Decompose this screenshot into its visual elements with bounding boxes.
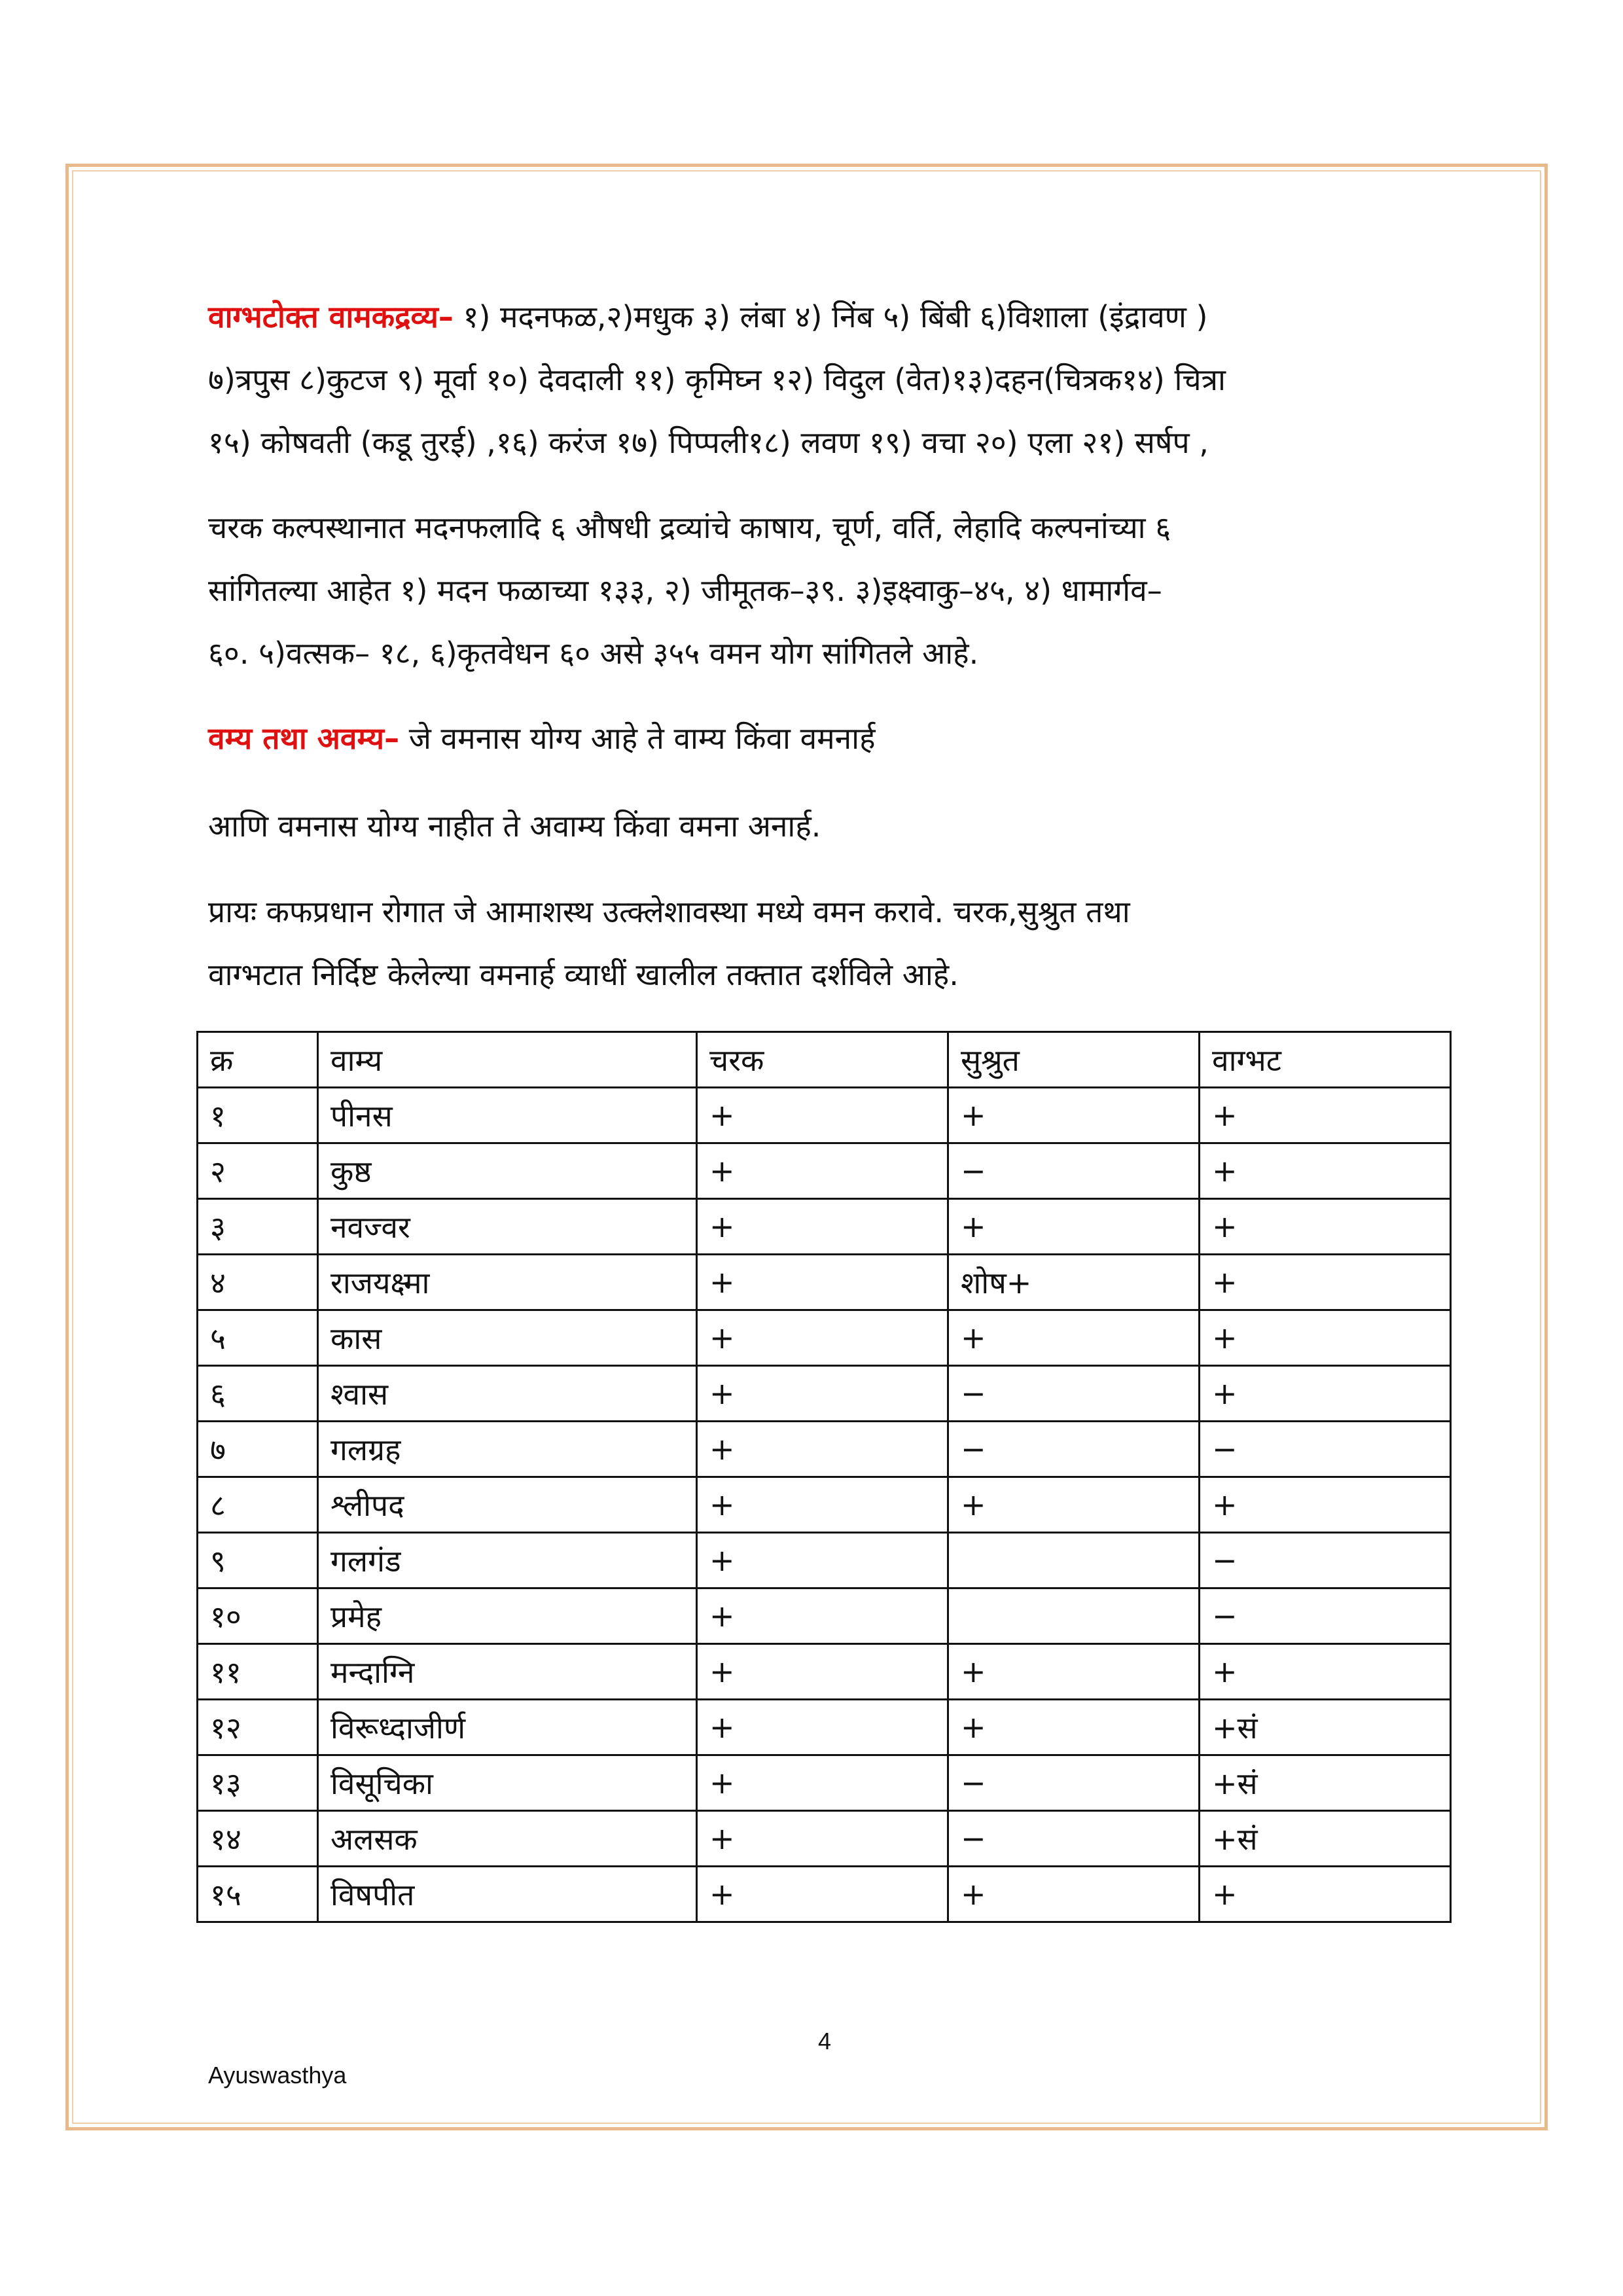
vamaka-dravya-paragraph: [208, 285, 1465, 474]
table-row: [198, 1199, 1451, 1255]
cell-serial: २: [198, 1143, 318, 1199]
cell-charaka: +: [697, 1422, 948, 1477]
cell-disease: विरूध्दाजीर्ण: [318, 1700, 697, 1755]
table-header-row: [198, 1032, 1451, 1088]
table-row: [198, 1867, 1451, 1922]
cell-sushruta: −: [948, 1755, 1200, 1811]
cell-vagbhata: −: [1200, 1422, 1451, 1477]
cell-sushruta: [948, 1588, 1200, 1644]
cell-charaka: +: [697, 1588, 948, 1644]
cell-charaka: +: [697, 1811, 948, 1867]
cell-vagbhata: −: [1200, 1588, 1451, 1644]
vamya-avamya-paragraph: [208, 707, 1465, 770]
paragraph-line: प्रायः कफप्रधान रोगात जे आमाशस्थ उत्क्लेशावस्था मध्ये वमन करावे. चरक,सुश्रुत तथा: [208, 894, 1130, 929]
cell-serial: ९: [198, 1533, 318, 1588]
cell-vagbhata: +: [1200, 1255, 1451, 1310]
table-row: [198, 1533, 1451, 1588]
cell-sushruta: +: [948, 1867, 1200, 1922]
cell-disease: गलगंड: [318, 1533, 697, 1588]
cell-vagbhata: +: [1200, 1366, 1451, 1422]
cell-serial: १: [198, 1088, 318, 1143]
paragraph-line: १५) कोषवती (कडू तुरई) ,१६) करंज १७) पिप्पली१८) लवण १९) वचा २०) एला २१) सर्षप ,: [208, 425, 1209, 460]
cell-sushruta: +: [948, 1310, 1200, 1366]
table-row: [198, 1088, 1451, 1143]
table-row: [198, 1755, 1451, 1811]
cell-sushruta: +: [948, 1199, 1200, 1255]
column-header-disease: वाम्य: [318, 1032, 697, 1088]
cell-sushruta: −: [948, 1811, 1200, 1867]
cell-charaka: +: [697, 1088, 948, 1143]
cell-charaka: +: [697, 1366, 948, 1422]
cell-charaka: +: [697, 1310, 948, 1366]
cell-disease: नवज्वर: [318, 1199, 697, 1255]
paragraph-line: चरक कल्पस्थानात मदनफलादि ६ औषधी द्रव्यांचे काषाय, चूर्ण, वर्ति, लेहादि कल्पनांच्या ६: [208, 510, 1171, 545]
cell-charaka: +: [697, 1867, 948, 1922]
cell-charaka: +: [697, 1644, 948, 1700]
cell-disease: श्लीपद: [318, 1477, 697, 1533]
paragraph-line: वाग्भटोक्त वामकद्रव्य– १) मदनफळ,२)मधुक ३) लंबा ४) निंब ५) बिंबी ६)विशाला (इंद्रावण ): [208, 299, 1208, 334]
table-row: [198, 1700, 1451, 1755]
cell-disease: विसूचिका: [318, 1755, 697, 1811]
cell-charaka: +: [697, 1755, 948, 1811]
cell-disease: कास: [318, 1310, 697, 1366]
section-heading: वम्य तथा अवम्य–: [208, 721, 400, 756]
cell-serial: ३: [198, 1199, 318, 1255]
cell-vagbhata: +: [1200, 1199, 1451, 1255]
charaka-kalpa-paragraph: [208, 496, 1465, 685]
cell-serial: १०: [198, 1588, 318, 1644]
cell-serial: ८: [198, 1477, 318, 1533]
table-row: [198, 1644, 1451, 1700]
cell-charaka: +: [697, 1199, 948, 1255]
paragraph-line: वम्य तथा अवम्य– जे वमनास योग्य आहे ते वाम्य किंवा वमनार्ह: [208, 721, 876, 756]
table-row: [198, 1255, 1451, 1310]
section-heading: वाग्भटोक्त वामकद्रव्य–: [208, 299, 454, 334]
cell-disease: श्वास: [318, 1366, 697, 1422]
vamanarha-table: [196, 1031, 1452, 1923]
cell-disease: मन्दाग्नि: [318, 1644, 697, 1700]
paragraph-line: सांगितल्या आहेत १) मदन फळाच्या १३३, २) जीमूतक–३९. ३)इक्ष्वाकु–४५, ४) धामार्गव–: [208, 573, 1162, 608]
cell-sushruta: +: [948, 1477, 1200, 1533]
cell-serial: १५: [198, 1867, 318, 1922]
table-row: [198, 1310, 1451, 1366]
cell-serial: ७: [198, 1422, 318, 1477]
footer-text: Ayuswasthya: [208, 2062, 347, 2089]
cell-vagbhata: +सं: [1200, 1700, 1451, 1755]
cell-disease: विषपीत: [318, 1867, 697, 1922]
cell-serial: १४: [198, 1811, 318, 1867]
cell-sushruta: +: [948, 1700, 1200, 1755]
cell-vagbhata: +: [1200, 1867, 1451, 1922]
cell-disease: राजयक्ष्मा: [318, 1255, 697, 1310]
cell-sushruta: [948, 1533, 1200, 1588]
cell-serial: ५: [198, 1310, 318, 1366]
table-row: [198, 1811, 1451, 1867]
paragraph-line: वाग्भटात निर्दिष्ट केलेल्या वमनार्ह व्याधीं खालील तक्तात दर्शविले आहे.: [208, 957, 959, 992]
paragraph-line: ७)त्रपुस ८)कुटज ९) मूर्वा १०) देवदाली ११) कृमिघ्न १२) विदुल (वेत)१३)दहन(चित्रक१४) चित्रा: [208, 362, 1226, 397]
cell-disease: गलग्रह: [318, 1422, 697, 1477]
cell-sushruta: −: [948, 1422, 1200, 1477]
table-row: [198, 1588, 1451, 1644]
cell-vagbhata: −: [1200, 1533, 1451, 1588]
cell-charaka: +: [697, 1143, 948, 1199]
cell-vagbhata: +: [1200, 1143, 1451, 1199]
cell-disease: पीनस: [318, 1088, 697, 1143]
cell-serial: ४: [198, 1255, 318, 1310]
cell-disease: अलसक: [318, 1811, 697, 1867]
table-row: [198, 1477, 1451, 1533]
cell-sushruta: +: [948, 1644, 1200, 1700]
cell-vagbhata: +: [1200, 1088, 1451, 1143]
column-header-serial: क्र: [198, 1032, 318, 1088]
cell-charaka: +: [697, 1700, 948, 1755]
cell-disease: प्रमेह: [318, 1588, 697, 1644]
cell-charaka: +: [697, 1533, 948, 1588]
column-header-sushruta: सुश्रुत: [948, 1032, 1200, 1088]
avamya-paragraph: [208, 795, 1465, 857]
cell-charaka: +: [697, 1255, 948, 1310]
cell-vagbhata: +सं: [1200, 1811, 1451, 1867]
table-row: [198, 1422, 1451, 1477]
paragraph-line: आणि वमनास योग्य नाहीत ते अवाम्य किंवा वमना अनार्ह.: [208, 808, 821, 844]
cell-vagbhata: +: [1200, 1310, 1451, 1366]
cell-sushruta: शोष+: [948, 1255, 1200, 1310]
column-header-vagbhata: वाग्भट: [1200, 1032, 1451, 1088]
table-body: [198, 1088, 1451, 1922]
column-header-charaka: चरक: [697, 1032, 948, 1088]
cell-vagbhata: +: [1200, 1477, 1451, 1533]
cell-sushruta: −: [948, 1366, 1200, 1422]
page-number: 4: [817, 2028, 832, 2054]
table-row: [198, 1366, 1451, 1422]
cell-sushruta: +: [948, 1088, 1200, 1143]
cell-serial: १२: [198, 1700, 318, 1755]
intro-paragraph: [208, 880, 1465, 1006]
cell-vagbhata: +: [1200, 1644, 1451, 1700]
cell-charaka: +: [697, 1477, 948, 1533]
paragraph-line: ६०. ५)वत्सक– १८, ६)कृतवेधन ६० असे ३५५ वमन योग सांगितले आहे.: [208, 636, 979, 671]
cell-sushruta: −: [948, 1143, 1200, 1199]
cell-serial: १३: [198, 1755, 318, 1811]
table-row: [198, 1143, 1451, 1199]
cell-vagbhata: +सं: [1200, 1755, 1451, 1811]
cell-serial: ६: [198, 1366, 318, 1422]
cell-disease: कुष्ठ: [318, 1143, 697, 1199]
cell-serial: ११: [198, 1644, 318, 1700]
